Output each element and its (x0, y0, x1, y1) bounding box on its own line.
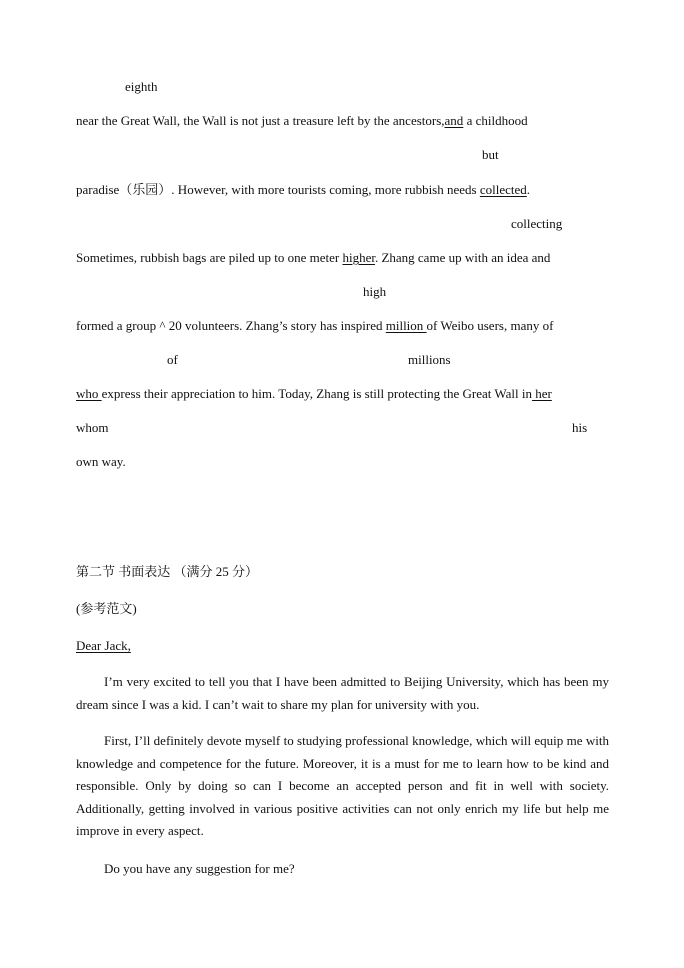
marked-error: and (444, 113, 464, 128)
correction-word-eighth: eighth (125, 79, 158, 94)
text-line-3 (76, 250, 550, 266)
text-line-5 (76, 386, 552, 402)
correction-word-collecting: collecting (511, 216, 563, 231)
text-line-4 (76, 318, 553, 334)
marked-error: million (385, 318, 427, 333)
text-segment: near the Great Wall, the Wall is not just a treasure left by the ancestors, (76, 113, 445, 128)
marked-error: collected (479, 182, 527, 197)
text-segment: Sometimes, rubbish bags are piled up to one meter (76, 250, 343, 265)
letter-paragraph-2: First, I’ll definitely devote myself to studying professional knowledge, which will equip me with knowledge and competence for the future. Moreover, it is a must for me to learn how to be kind and responsible. Only by doing so can I become an accepted person and fit in well with society. Additionally, getting involved in various positive activities can not only enrich my life but help me improve in every aspect. (76, 733, 609, 838)
text-line-2 (76, 182, 530, 198)
correction-word-but: but (482, 147, 499, 162)
correction-word-his: his (572, 420, 588, 435)
section-heading: 第二节 书面表达 （满分 25 分） (76, 564, 259, 579)
marked-error: higher (342, 250, 375, 265)
text-line-1 (76, 113, 528, 129)
letter-paragraph-1: I’m very excited to tell you that I have been admitted to Beijing University, which has been my dream since I was a kid. I can’t wait to share my plan for university with you. (76, 674, 609, 712)
text-segment: a childhood (463, 113, 528, 128)
sample-essay-note: (参考范文) (76, 601, 137, 616)
letter-salutation: Dear Jack, (76, 638, 131, 653)
text-segment: of Weibo users, many of (426, 318, 554, 333)
marked-error: who (76, 386, 102, 401)
correction-word-whom: whom (76, 420, 109, 435)
correction-word-high: high (363, 284, 387, 299)
text-segment: . Zhang came up with an idea and (374, 250, 551, 265)
text-line-6: own way. (76, 454, 126, 469)
text-segment: . (526, 182, 531, 197)
correction-word-of: of (167, 352, 178, 367)
text-segment: express their appreciation to him. Today, Zhang is still protecting the Great Wall in (101, 386, 532, 401)
correction-word-millions: millions (408, 352, 451, 367)
letter-paragraph-3: Do you have any suggestion for me? (104, 861, 295, 876)
marked-error: her (531, 386, 552, 401)
text-segment: formed a group ^ 20 volunteers. Zhang’s story has inspired (76, 318, 386, 333)
text-segment: paradise（乐园）. However, with more tourists coming, more rubbish needs (76, 182, 480, 197)
